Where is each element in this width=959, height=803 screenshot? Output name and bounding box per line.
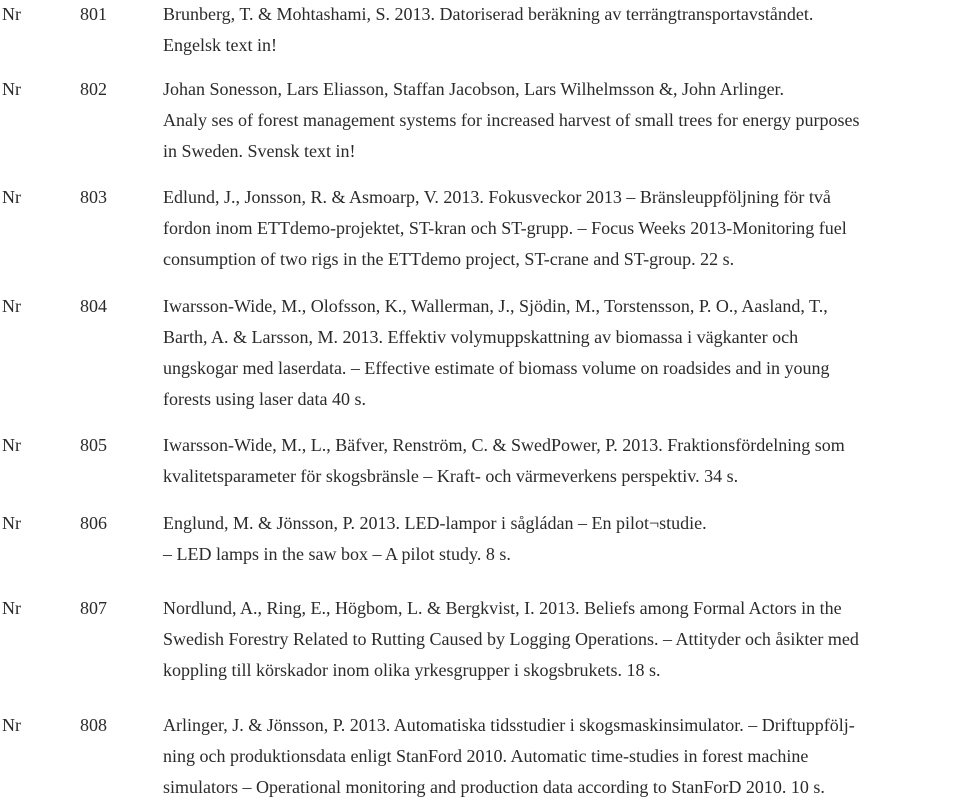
entry-number: 801: [80, 4, 107, 24]
entry-prefix: Nr: [2, 598, 21, 618]
entry-prefix: Nr: [2, 296, 21, 316]
entry-text: [163, 182, 959, 275]
entry-text-line: Iwarsson-Wide, M., L., Bäfver, Renström, C. & SwedPower, P. 2013. Fraktionsfördelning som: [163, 435, 845, 455]
entry-number: 806: [80, 513, 107, 533]
entry-text-line: Swedish Forestry Related to Rutting Caused by Logging Operations. – Attityder och åsikter med: [163, 629, 859, 649]
entry-number: 808: [80, 715, 107, 735]
reference-entry-803: [0, 182, 959, 275]
reference-entry-802: [0, 74, 959, 167]
entry-text-line: kvalitetsparameter för skogsbränsle – Kraft- och värmeverkens perspektiv. 34 s.: [163, 466, 739, 486]
entry-number: 805: [80, 435, 107, 455]
entry-text-line: Analy ses of forest management systems for increased harvest of small trees for energy purposes: [163, 110, 860, 130]
entry-number: 807: [80, 598, 107, 618]
entry-text-line: Johan Sonesson, Lars Eliasson, Staffan Jacobson, Lars Wilhelmsson &, John Arlinger.: [163, 79, 785, 99]
entry-text-line: in Sweden. Svensk text in!: [163, 141, 356, 161]
reference-entry-801: [0, 0, 959, 61]
reference-entry-804: [0, 291, 959, 415]
entry-text-line: fordon inom ETTdemo-projektet, ST-kran och ST-grupp. – Focus Weeks 2013-Monitoring fuel: [163, 218, 847, 238]
entry-text-line: Englund, M. & Jönsson, P. 2013. LED-lampor i sågládan – En pilot¬studie.: [163, 513, 707, 533]
entry-number: 804: [80, 296, 107, 316]
entry-text-line: forests using laser data 40 s.: [163, 389, 366, 409]
entry-text-line: Iwarsson-Wide, M., Olofsson, K., Wallerman, J., Sjödin, M., Torstensson, P. O., Aasland, T.,: [163, 296, 828, 316]
entry-prefix: Nr: [2, 4, 21, 24]
entry-number: 803: [80, 187, 107, 207]
entry-prefix: Nr: [2, 435, 21, 455]
entry-text: [163, 291, 959, 415]
entry-text-line: Arlinger, J. & Jönsson, P. 2013. Automatiska tidsstudier i skogsmaskinsimulator. – Driftuppfölj-: [163, 715, 855, 735]
reference-entry-805: [0, 430, 959, 492]
entry-prefix: Nr: [2, 715, 21, 735]
entry-text: [163, 508, 959, 570]
entry-text-line: ungskogar med laserdata. – Effective estimate of biomass volume on roadsides and in young: [163, 358, 830, 378]
entry-text-line: Brunberg, T. & Mohtashami, S. 2013. Datoriserad beräkning av terrängtransportavståndet.: [163, 4, 814, 24]
entry-text-line: Nordlund, A., Ring, E., Högbom, L. & Bergkvist, I. 2013. Beliefs among Formal Actors in the: [163, 598, 842, 618]
entry-text: [163, 710, 959, 803]
reference-entry-808: [0, 710, 959, 803]
entry-text-line: – LED lamps in the saw box – A pilot study. 8 s.: [163, 544, 511, 564]
entry-prefix: Nr: [2, 513, 21, 533]
entry-text: [163, 430, 959, 492]
reference-entry-806: [0, 508, 959, 570]
reference-entry-807: [0, 593, 959, 686]
entry-text: [163, 0, 959, 61]
entry-prefix: Nr: [2, 187, 21, 207]
entry-text-line: Barth, A. & Larsson, M. 2013. Effektiv volymuppskattning av biomassa i vägkanter och: [163, 327, 799, 347]
entry-prefix: Nr: [2, 79, 21, 99]
entry-text-line: koppling till körskador inom olika yrkesgrupper i skogsbrukets. 18 s.: [163, 660, 661, 680]
entry-text: [163, 593, 959, 686]
entry-text-line: simulators – Operational monitoring and production data according to StanForD 2010. 10 s.: [163, 777, 825, 797]
entry-text: [163, 74, 959, 167]
entry-text-line: consumption of two rigs in the ETTdemo project, ST-crane and ST-group. 22 s.: [163, 249, 735, 269]
entry-text-line: Edlund, J., Jonsson, R. & Asmoarp, V. 2013. Fokusveckor 2013 – Bränsleuppföljning för två: [163, 187, 831, 207]
entry-text-line: Engelsk text in!: [163, 35, 277, 55]
entry-text-line: ning och produktionsdata enligt StanFord 2010. Automatic time-studies in forest machine: [163, 746, 809, 766]
entry-number: 802: [80, 79, 107, 99]
